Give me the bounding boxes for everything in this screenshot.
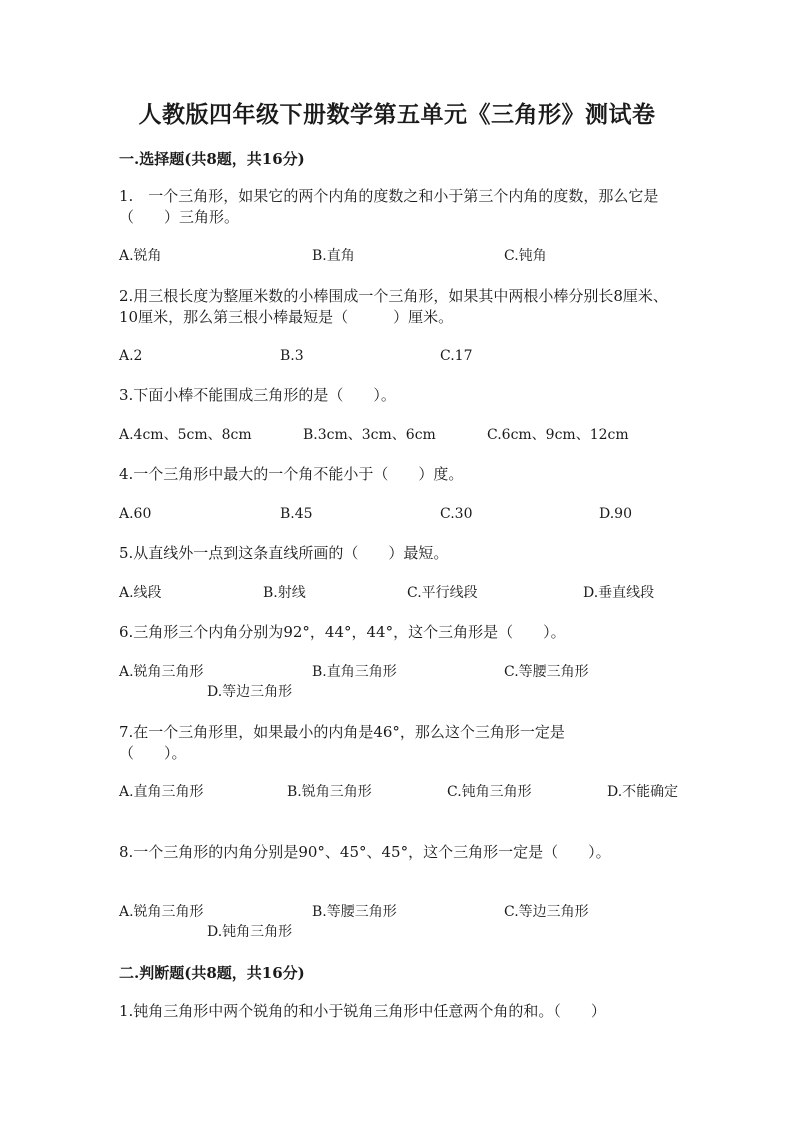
option-d: D.不能确定 [607, 784, 679, 800]
option-c: C.平行线段 [407, 585, 478, 601]
option-a: A.锐角三角形 [119, 904, 204, 920]
option-a: A.60 [119, 506, 152, 522]
option-c: C.等边三角形 [504, 904, 589, 920]
option-d: D.垂直线段 [583, 585, 655, 601]
option-b: B.直角 [312, 248, 355, 264]
option-a: A.2 [119, 348, 143, 364]
option-c: C.钝角 [504, 248, 547, 264]
option-a: A.锐角 [119, 248, 162, 264]
question-5-options [119, 583, 699, 625]
option-d: D.钝角三角形 [207, 924, 293, 940]
question-7-options [119, 782, 699, 824]
question-1-options [119, 246, 699, 288]
tf-question-1: 1.钝角三角形中两个锐角的和小于锐角三角形中任意两个角的和。（ ） [119, 1002, 606, 1020]
question-6-options [119, 662, 699, 704]
option-c: C.6cm、9cm、12cm [487, 427, 629, 443]
question-8-options [119, 902, 699, 944]
option-d: D.等边三角形 [207, 684, 293, 700]
option-a: A.直角三角形 [119, 784, 204, 800]
option-a: A.4cm、5cm、8cm [119, 427, 252, 443]
question-7: 7.在一个三角形里，如果最小的内角是46°，那么这个三角形一定是（ ）。 [119, 723, 565, 762]
question-4: 4.一个三角形中最大的一个角不能小于（ ）度。 [119, 465, 464, 483]
option-c: C.等腰三角形 [504, 664, 589, 680]
option-d: D.90 [599, 506, 632, 522]
question-8: 8.一个三角形的内角分别是90°、45°、45°，这个三角形一定是（ ）。 [119, 843, 611, 861]
option-b: B.3cm、3cm、6cm [303, 427, 436, 443]
option-b: B.3 [280, 348, 304, 364]
option-c: C.30 [440, 506, 473, 522]
option-c: C.钝角三角形 [447, 784, 532, 800]
question-6: 6.三角形三个内角分别为92°，44°，44°，这个三角形是（ ）。 [119, 623, 566, 641]
option-b: B.锐角三角形 [287, 784, 372, 800]
question-1: 1. 一个三角形，如果它的两个内角的度数之和小于第三个内角的度数，那么它是（ ）三角形。 [119, 187, 659, 226]
option-c: C.17 [440, 348, 473, 364]
question-5: 5.从直线外一点到这条直线所画的（ ）最短。 [119, 544, 449, 562]
option-b: B.等腰三角形 [312, 904, 397, 920]
option-a: A.锐角三角形 [119, 664, 204, 680]
question-2-options [119, 346, 699, 388]
option-b: B.45 [280, 506, 313, 522]
section-heading-true-false: 二.判断题(共8题，共16分) [119, 964, 305, 982]
question-3-options [119, 425, 699, 467]
question-4-options [119, 504, 699, 546]
question-2: 2.用三根长度为整厘米数的小棒围成一个三角形，如果其中两根小棒分别长8厘米、10厘米，那么第三根小棒最短是（ ）厘米。 [119, 287, 668, 326]
option-b: B.直角三角形 [312, 664, 397, 680]
option-b: B.射线 [263, 585, 306, 601]
option-a: A.线段 [119, 585, 162, 601]
section-heading-multiple-choice: 一.选择题(共8题，共16分) [119, 150, 305, 168]
page-title: 人教版四年级下册数学第五单元《三角形》测试卷 [138, 101, 656, 128]
question-3: 3.下面小棒不能围成三角形的是（ ）。 [119, 386, 396, 404]
